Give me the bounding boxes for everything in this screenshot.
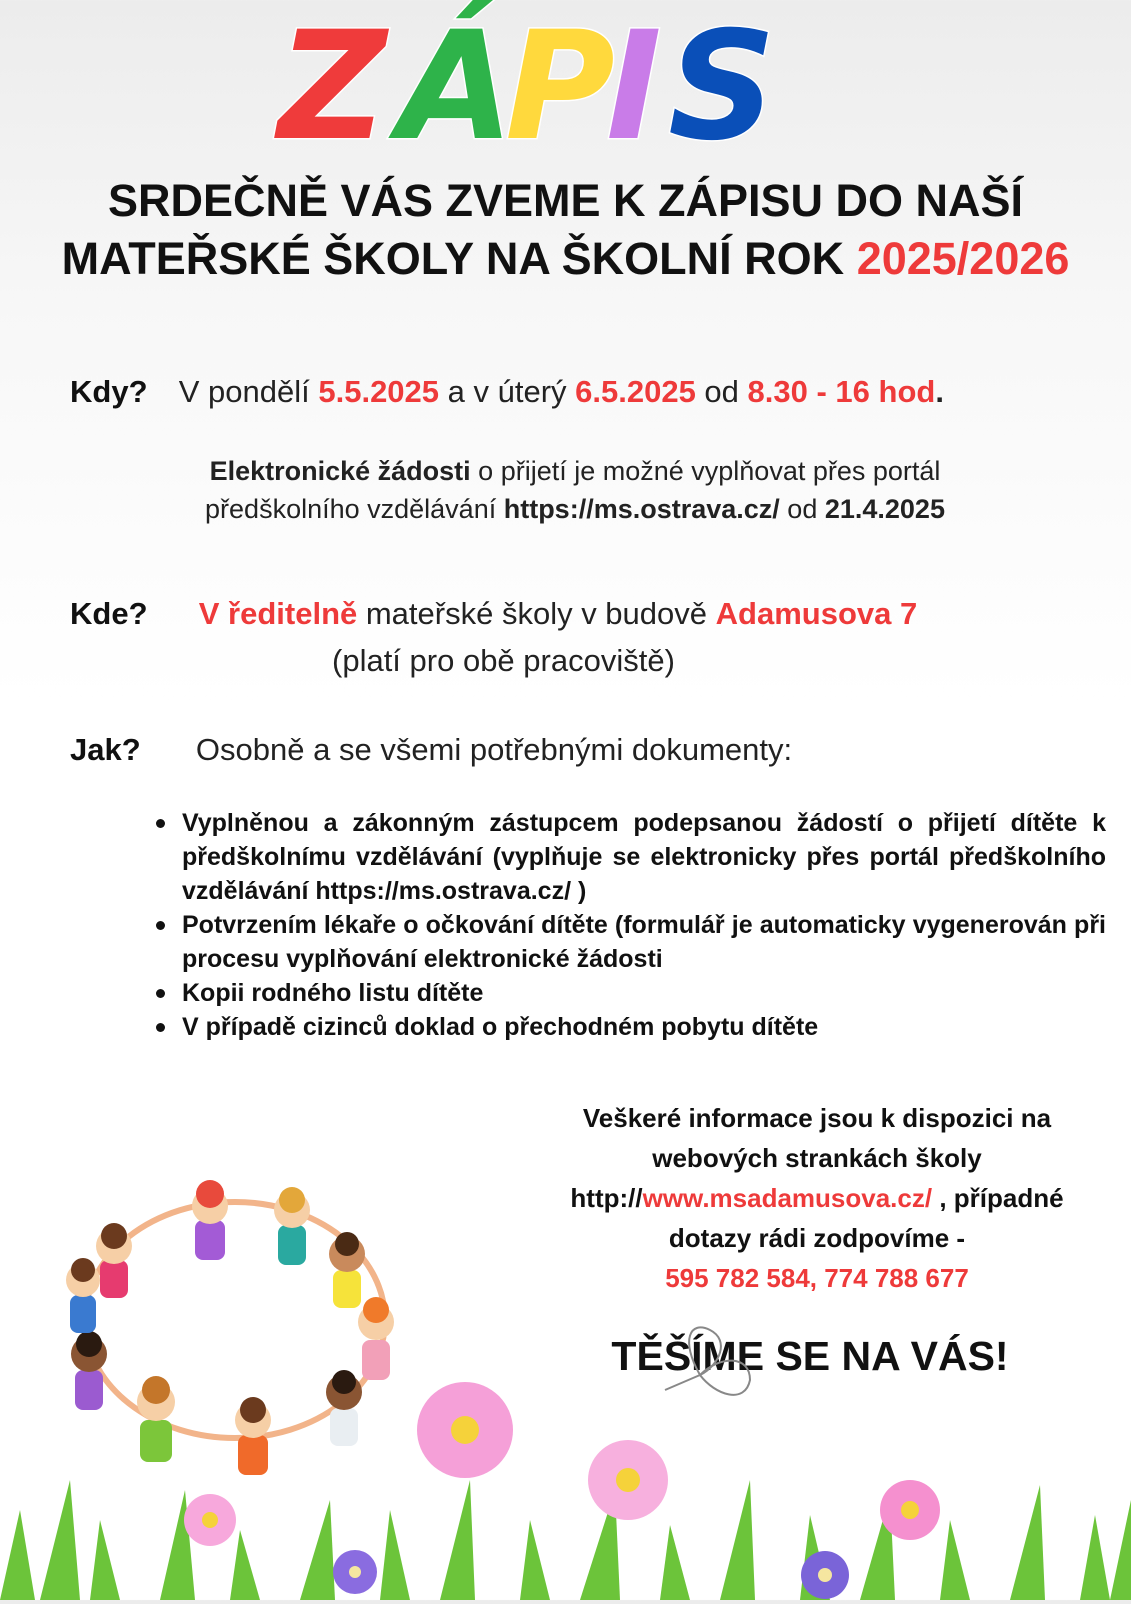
- date-monday: 5.5.2025: [318, 374, 440, 409]
- school-website-link[interactable]: www.msadamusova.cz/: [642, 1183, 933, 1213]
- where-label: Kde?: [70, 596, 148, 631]
- how-label: Jak?: [70, 732, 141, 767]
- invitation-line-2-text: MATEŘSKÉ ŠKOLY NA ŠKOLNÍ ROK: [61, 233, 857, 284]
- when-text-3: od: [695, 374, 748, 409]
- time-range: 8.30 - 16 hod: [747, 374, 936, 409]
- phone-numbers: 595 782 584, 774 788 677: [665, 1263, 969, 1293]
- how-text: Osobně a se všemi potřebnými dokumenty:: [195, 732, 793, 767]
- butterfly-illustration: [665, 1327, 750, 1394]
- title-letter-a: Á: [398, 0, 515, 160]
- list-item: Vyplněnou a zákonným zástupcem podepsanou žádostí o přijetí dítěte k předškolnímu vzdělávání (vyplňuje se elektronicky přes portál předškolního vzdělávání https://ms.ostrava.cz/ ): [150, 806, 1106, 908]
- child-figure: [66, 1258, 100, 1333]
- zapis-title-graphic: [0, 0, 1131, 160]
- where-text: mateřské školy v budově: [357, 596, 716, 631]
- child-figure: [358, 1297, 394, 1380]
- electronic-date: 21.4.2025: [824, 494, 945, 524]
- invitation-heading: [0, 172, 1131, 288]
- electronic-text-2: předškolního vzdělávání: [205, 494, 504, 524]
- electronic-line-2: [110, 490, 1040, 528]
- info-line-4: dotazy rádi zodpovíme -: [668, 1223, 966, 1253]
- electronic-text-1: o přijetí je možné vyplňovat přes portál: [470, 456, 941, 486]
- decorative-illustration: [0, 1180, 1131, 1600]
- documents-list: [150, 806, 1106, 1044]
- title-letter-i: I: [606, 0, 662, 160]
- where-row: [70, 596, 917, 632]
- portal-link[interactable]: https://ms.ostrava.cz/: [503, 494, 780, 524]
- electronic-applications: [110, 452, 1040, 528]
- child-figure: [274, 1187, 310, 1265]
- list-item: Kopii rodného listu dítěte: [150, 976, 1106, 1010]
- child-figure: [96, 1223, 132, 1298]
- title-letter-p: P: [505, 0, 615, 160]
- zapis-title: [0, 0, 1131, 160]
- when-label: Kdy?: [70, 374, 148, 409]
- where-note: (platí pro obě pracoviště): [332, 643, 675, 678]
- child-figure: [192, 1180, 228, 1260]
- when-end: .: [935, 374, 944, 409]
- info-line-1: Veškeré informace jsou k dispozici na: [582, 1103, 1052, 1133]
- title-letter-z: Z: [278, 0, 387, 160]
- children-circle-illustration: [66, 1180, 394, 1475]
- child-figure: [137, 1376, 175, 1462]
- url-prefix: http://: [570, 1183, 643, 1213]
- electronic-bold: Elektronické žádosti: [209, 456, 471, 486]
- pink-flower-illustration: [184, 1382, 940, 1546]
- list-item: V případě cizinců doklad o přechodném pobytu dítěte: [150, 1010, 1106, 1044]
- info-line-2: webových strankách školy: [652, 1143, 982, 1173]
- invitation-line-2: [0, 230, 1131, 288]
- when-text-1: V pondělí: [178, 374, 319, 409]
- url-suffix: , případné: [932, 1183, 1064, 1213]
- where-address: Adamusova 7: [715, 596, 918, 631]
- date-tuesday: 6.5.2025: [575, 374, 696, 409]
- list-item: Potvrzením lékaře o očkování dítěte (formulář je automaticky vygenerován při procesu vyplňování elektronické žádosti: [150, 908, 1106, 976]
- how-row: [70, 732, 792, 768]
- when-text-2: a v úterý: [439, 374, 576, 409]
- closing-message: TĚŠÍME SE NA VÁS!: [611, 1333, 1009, 1379]
- invitation-line-1: SRDEČNĚ VÁS ZVEME K ZÁPISU DO NAŠÍ: [107, 175, 1024, 226]
- grass-illustration: [0, 1480, 1131, 1600]
- electronic-text-3: od: [779, 494, 825, 524]
- title-letter-s: S: [668, 0, 777, 160]
- when-row: [70, 374, 944, 410]
- electronic-line-1: [110, 452, 1040, 490]
- school-year: 2025/2026: [856, 233, 1070, 284]
- where-place: V ředitelně: [198, 596, 358, 631]
- illustration-graphic: [0, 1180, 1131, 1600]
- child-figure: [329, 1232, 365, 1308]
